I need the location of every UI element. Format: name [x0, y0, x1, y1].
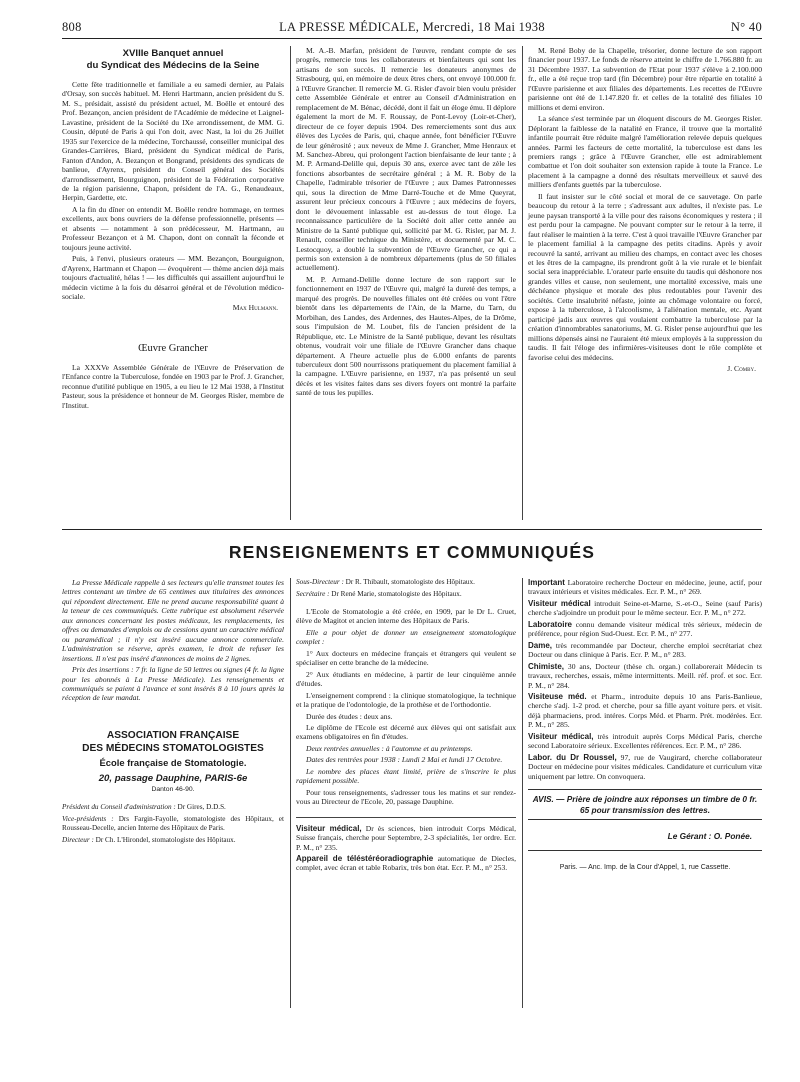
school-paragraph: Elle a pour objet de donner un enseignement stomatologique complet : — [296, 627, 516, 647]
ad-text: et Pharm., introduite depuis 10 ans Paris-Banlieue, cherche s'adj. 1-2 prod. et cherche, pour sa fille ayant voiture pers. et visit. déjà pharmaciens, prod. intéres. Corps Méd. et Pharm. Prét. modérées. Ecr. P. M., n° 285. — [528, 691, 762, 730]
staff-entry — [62, 815, 284, 833]
staff-role: Président du Conseil d'administration : — [62, 802, 176, 811]
ad-text: connu demande visiteur médical très sérieux, médecin de préférence, pour région Sud-Ouest. Ecr. P. M., n° 277. — [528, 619, 763, 639]
school-paragraph: 1° Aux docteurs en médecine français et étrangers qui veulent se spécialiser en cette branche de la médecine. — [296, 648, 516, 668]
notice-paragraph: La Presse Médicale rappelle à ses lecteurs qu'elle transmet toutes les lettres contenant un timbre de 65 centimes aux titulaires des annonces qui répondent directement. Elle ne prend aucune responsabilité quant à la teneur de ces communiqués. Cette rubrique est absolument réservée aux annonces concernant les postes médicaux, les remplacements, les offres ou demandes d'emplois ou de cessions ayant un caractère médical ou paramédical ; il n'y est inséré aucune annonce commerciale. L'administration se réserve, après examen, le droit de refuser les insertions. Il n'est pas inséré d'annonces de moins de 2 lignes. — [62, 578, 284, 663]
ad-heading: Labor. du Dr Roussel, — [528, 752, 617, 762]
section-title: RENSEIGNEMENTS ET COMMUNIQUÉS — [228, 542, 596, 562]
column-2-lower — [296, 578, 516, 875]
grancher-paragraph: La XXXVe Assemblée Générale de l'Œuvre de Préservation de l'Enfance contre la Tuberculose, fondée en 1903 par le Prof. J. Grancher, reconnue d'utilité publique en 1905, a eu lieu le 12 Mai 1938, à l'Institut Pasteur, sous la présidence et honneur de M. Georges Risler, membre de l'Institut. — [62, 362, 284, 410]
ad-heading: Important — [528, 578, 565, 587]
column-3-upper — [528, 46, 762, 373]
ad-text: automatique de Diecles, complet, avec écran et table Robarix, très bon état. Ecr. P. M., n° 253. — [296, 853, 517, 873]
section-rule — [62, 529, 762, 530]
association-line1: ASSOCIATION FRANÇAISE — [106, 729, 240, 741]
classified-ad — [528, 599, 762, 618]
grancher-title: Œuvre Grancher — [138, 342, 208, 354]
school-paragraph: Le diplôme de l'Ecole est décerné aux élèves qui ont satisfait aux examens obligatoires en fin d'études. — [296, 722, 516, 742]
printer-line: Paris. — Anc. Imp. de la Cour d'Appel, 1, rue Cassette. — [559, 863, 731, 871]
staff-name: Dr Gires, D.D.S. — [177, 802, 226, 811]
ad-text: introduit Seine-et-Marne, S.-et-O., Seine (sauf Paris) cherche s'adjoindre un produit pour le même secteur. Ecr. P. M., n° 272. — [528, 598, 762, 618]
issue-number: N° 40 — [730, 20, 762, 34]
grancher-paragraph: M. P. Armand-Delille donne lecture de son rapport sur le fonctionnement en 1937 de l'Œuvre qui, malgré la dureté des temps, a marqué des progrès. De nouvelles filiales ont été créées ou vont l'être bientôt dans les départements de l'Ain, de la Marne, du Tarn, du Morbihan, des Landes, des Ardennes, des Hautes-Alpes, de la Drôme, sous l'impulsion de M. Loubet, fils de l'ancien président de la République, etc. Le Ministre de la Santé publique, devant les résultats obtenus, voudrait voir une filiale de l'Œuvre Grancher dans chaque département. A l'heure actuelle plus de 6.000 enfants de parents tuberculeux dont 500 nourrissons pratiquement du placement familial à la campagne. L'Œuvre parisienne, en 1937, n'a pas présenté un seul décès et les visites faites dans ses divers foyers ont montré la parfaite santé de tous les pupilles. — [296, 274, 516, 398]
staff-name: Drs Fargin-Fayolle, stomatologiste des Hôpitaux, et Rousseau-Decelle, ancien Interne des Hôpitaux de Paris. — [62, 814, 284, 832]
avis-notice: AVIS. — Prière de joindre aux réponses un timbre de 0 fr. 65 pour transmission des lettres. — [528, 789, 762, 820]
classified-ad — [296, 824, 516, 852]
banquet-paragraph: Puis, à l'envi, plusieurs orateurs — MM. Bezançon, Bourguignon, d'Ayrenx, Hartmann et Chapon — évoquèrent — thème ancien déjà mais toujours d'actualité, hélas ! — les difficultés qui assaillent aujourd'hui le médecin victime à la fois du désarroi général et de l'évolution médico-sociale. — [62, 254, 284, 301]
ad-heading: Dame, — [528, 640, 553, 650]
classified-ad — [528, 692, 762, 730]
school-paragraph: L'Ecole de Stomatologie a été créée, en 1909, par le Dr L. Cruet, élève de Magitot et ancien interne des Hôpitaux de Paris. — [296, 607, 516, 626]
column-divider — [522, 46, 523, 520]
classified-ad — [528, 753, 762, 781]
staff-name: Dr Ch. L'Hirondel, stomatologiste des Hôpitaux. — [95, 835, 236, 844]
page-header — [62, 20, 762, 36]
school-paragraph: 2° Aux étudiants en médecine, à partir de leur cinquième année d'études. — [296, 669, 516, 689]
school-paragraph: L'enseignement comprend : la clinique stomatologique, la technique et la pratique de l'odontologie, de la prothèse et de l'orthodontie. — [296, 690, 516, 710]
ad-heading: Visiteuse méd. — [528, 691, 587, 701]
ad-heading: Laboratoire — [528, 619, 573, 629]
header-rule — [62, 38, 762, 39]
banquet-signature: Max Hulmann. — [232, 303, 278, 313]
column-1-lower — [62, 578, 284, 845]
column-2-upper — [296, 46, 516, 400]
staff-role: Sous-Directeur : — [296, 578, 344, 586]
publication-title: LA PRESSE MÉDICALE, Mercredi, 18 Mai 1938 — [279, 20, 545, 34]
association-staff — [62, 803, 284, 845]
column-divider — [290, 46, 291, 520]
classified-ad — [528, 578, 762, 597]
classified-ad — [528, 641, 762, 660]
page-number: 808 — [62, 20, 82, 34]
staff-role: Directeur : — [62, 835, 94, 844]
school-paragraph: Pour tous renseignements, s'adresser tous les matins et sur rendez-vous au Directeur de l'Ecole, 20, passage Dauphine. — [296, 787, 516, 807]
column-1-upper — [62, 46, 284, 412]
association-heading — [62, 729, 284, 795]
ad-heading: Visiteur médical, — [296, 823, 362, 833]
association-line2: DES MÉDECINS STOMATOLOGISTES — [82, 742, 264, 754]
staff-name: Dr R. Thibault, stomatologiste des Hôpitaux. — [345, 578, 475, 586]
school-paragraph: Durée des études : deux ans. — [306, 711, 393, 721]
staff-entry — [62, 803, 284, 812]
column-divider — [290, 578, 291, 1008]
school-paragraph: Deux rentrées annuelles : à l'automne et au printemps. — [306, 743, 473, 753]
school-paragraph: Le nombre des places étant limité, prière de s'inscrire le plus rapidement possible. — [296, 766, 516, 786]
banquet-title-line2: du Syndicat des Médecins de la Seine — [86, 60, 260, 71]
ad-text: Laboratoire recherche Docteur en médecine, jeune, actif, pour travaux intérieurs et visites médicales. Ecr. P. M., n° 269. — [528, 578, 762, 597]
banquet-title-line1: XVIIIe Banquet annuel — [122, 48, 224, 59]
grancher-paragraph: Il faut insister sur le côté social et moral de ce sauvetage. On parle beaucoup du retour à la terre ; s'adressant aux adultes, il n'existe pas. Le jeune paysan transporté à la ville pour des raisons économiques y restera ; il est perdu pour la campagne. Ne pouvant compter sur le retour à la terre, il faut réaliser le maintien à la terre. C'est à quoi travaille l'Œuvre Grancher par le placement familial à la campagne des petits citadins. Après y avoir recouvré la santé, arrivant au milieu des champs, en contact avec les choses et les êtres de la campagne, ils prendront goût à la vie rurale et le bienfait social sera inappréciable. L'orateur parle ensuite du taudis qui déshonore nos grandes villes et cause, non seulement, une mortalité excessive, mais une déchéance physique et morale des plus redoutables pour l'avenir des sociétés. Cette insalubrité néfaste, jointe au chômage volontaire ou forcé, expose à la tuberculose, à l'alcoolisme, à l'aliénation mentale, etc. Ayant participé jadis aux œuvres qui voulaient combattre la tuberculose par la création d'innombrables sanatoriums, M. G. Risler pense aujourd'hui que les millions dépensés ainsi ne l'auraient été mieux employés à la suppression du taudis. Il fait l'éloge des infirmières-visiteuses dont le rôle complète et favorise celui des médecins. — [528, 191, 762, 362]
banquet-paragraph: A la fin du dîner on entendit M. Boëlle rendre hommage, en termes excellents, aux bons ouvriers de la défense professionnelle, présents — et absents — notamment à son prédécesseur, M. Hartmann, au Professeur Bezançon et à M. Chapon, dont on connaît la féconde et toujours jeune activité. — [62, 204, 284, 252]
ad-text: 30 ans, Docteur (thèse ch. organ.) collaborerait Médecin ts travaux, recherches, essais, même intermittents. Meill. réf. prof. et soc. Ecr. P. M., n° 284. — [528, 661, 762, 690]
gerant-line: Le Gérant : O. Ponée. — [528, 832, 762, 850]
association-address: 20, passage Dauphine, PARIS-6e — [98, 772, 248, 784]
grancher-paragraph: M. A.-B. Marfan, président de l'œuvre, rendant compte de ses progrès, remercie tous les collaborateurs et bienfaiteurs qui sont les artisans de son succès. Il remercie les donateurs anonymes de Strasbourg, qui, en mémoire de deux êtres chers, ont envoyé 100.000 fr. à l'Œuvre Grancher. Il remercie M. G. Risler d'avoir bien voulu présider cette Assemblée Générale et entrer au Conseil d'Administration en remplacement de M. Bénac, décédé, dont il fait un éloge ému. Il déplore également la mort de M. F. Roussay, de Pont-Levoy (Loir-et-Cher), directeur de ce foyer depuis 1904. Des remerciements sont dus aux élèves des Lycées de Paris, qui, chaque année, font bénéficier l'Œuvre de leur générosité ; aux neveux de Mme J. Grancher, Mme Henraux et M. Sanchez-Abreu, qui prolongent l'action bienfaisante de leur tante ; à M. P. Armand-Delille qui, depuis 30 ans, exerce avec tant de zèle les fonctions absorbantes de secrétaire général ; à M. R. Boby de la Chapelle, l'admirable trésorier de l'Œuvre ; aux Dames Patronnesses qui, sous la direction de Mme Darré-Touche et de Mme Queyrat, assurent leur précieux concours à l'Œuvre ; aux médecins de foyers, dont le dévouement inlassable est au-dessus de tout éloge. La reconnaissance particulière de la Société doit aller cette année au Ministre de la Santé publique qui, sollicité par M. G. Risler, par M. J. Renault, conseiller technique du Ministère, et docuementé par M. C. Lestocquoy, a doublé la subvention de l'Œuvre Grancher, ce qui a permis son extension à de nombreux départements (plus de 50 filiales actuellement). — [296, 46, 516, 273]
staff-entry — [296, 590, 516, 599]
ad-heading: Visiteur médical, — [528, 731, 594, 741]
ad-heading: Chimiste, — [528, 661, 565, 671]
school-paragraph: Dates des rentrées pour 1938 : Lundi 2 Mai et lundi 17 Octobre. — [306, 755, 503, 765]
classified-ads-col2 — [296, 817, 516, 873]
notice-paragraph: Prix des insertions : 7 fr. la ligne de 50 lettres ou signes (4 fr. la ligne pour les abonnés à La Presse Médicale). Les renseignements et communiqués se paient à l'avance et sont insérés 8 à 10 jours après la réception de leur mandat. — [62, 665, 284, 703]
column-divider — [522, 578, 523, 1008]
staff-role: Vice-présidents : — [62, 814, 114, 823]
ad-text: très introduit auprès Corps Médical Paris, cherche second Laboratoire sérieux. Excellentes références. Ecr. P. M., n° 286. — [528, 731, 762, 751]
ad-text: 97, rue de Vaugirard, cherche collaborateur Docteur en médecine pour visites médicales. Candidature et curriculum vitæ uniquement par lettre. On convoquera. — [528, 752, 762, 781]
ad-heading: Visiteur médical — [528, 598, 591, 608]
classified-ad — [528, 732, 762, 751]
classified-ad — [296, 854, 516, 873]
staff-name: Dr René Marie, stomatologiste des Hôpitaux. — [331, 590, 462, 598]
association-school: École française de Stomatologie. — [99, 756, 247, 768]
association-phone: Danton 46-90. — [151, 785, 195, 793]
grancher-paragraph: La séance s'est terminée par un éloquent discours de M. Georges Risler. Déplorant la faiblesse de la natalité en France, il trouve que la mortalité infantile pourrait être réduite malgré l'amélioration relevée depuis quelques années. Parmi les facteurs de cette mortalité, la tuberculose est dans les premiers rangs ; grâce à l'Œuvre Grancher, elle est admirablement combattue et l'on doit souhaiter son extension rapide à toute la France. Le placement à la campagne a donné des résultats merveilleux et sauvé des milliers d'enfants guettés par la tuberculose. — [528, 114, 762, 190]
staff-entry — [296, 578, 516, 587]
classified-ad — [528, 662, 762, 690]
banquet-paragraph: Cette fête traditionnelle et familiale a eu samedi dernier, au Palais d'Orsay, son succès habituel. M. Henri Hartmann, ancien président du S. M. S., présidait, assisté du président actuel, M. Boëlle et entouré des Prof. Bezançon, ancien président de l'Académie de médecine et Laignel-Lavastine, président de la Société du IXe arrondissement, de MM. G. Cousin, député de Paris à qui l'on doit, avec Nast, la loi du 26 Juillet 1935 sur l'exercice de la médecine, Torchaussé, conseiller municipal des Grandes-Carrières, Biard, président du Syndicat médical de Paris, Fanton d'Andon, A. Bezançon et Bongrand, présidents des syndicats de banlieue, d'Ayrenx, président du Conseil général des Sociétés d'arrondissement, Bourguignon, président de la Fédération corporative de la région parisienne, Chapon, président de l'A. G., Renaudeaux, Herpin, Gardette, etc. — [62, 80, 284, 203]
ad-text: Dr ès sciences, bien introduit Corps Médical, Suisse français, cherche pour Septembre, 2-3 spécialités, 1er ordre. Ecr. P. M., n° 235. — [296, 823, 517, 852]
ad-heading: Appareil de téléstéréoradiographie — [296, 853, 434, 863]
grancher-paragraph: M. René Boby de la Chapelle, trésorier, donne lecture de son rapport financier pour 1937. Le fonds de réserve atteint le chiffre de 1.766.880 fr. au 31 Décembre 1937. La subvention de l'Etat pour 1937 s'élève à 2.100.000 fr., elle a été reçue trop tard (fin Décembre) pour être répartie en totalité à l'Œuvre parisienne et aux filiales des départements. Les recettes de l'Œuvre parisienne ont été de 1.147.820 fr. et celles de la totalité des filiales 10 millions et demi environ. — [528, 46, 762, 112]
banquet-title — [62, 48, 284, 72]
ad-text: très recommandée par Docteur, cherche emploi secrétariat chez Docteur ou dans clinique à Paris. Ecr. P. M., n° 283. — [528, 640, 762, 660]
column-3-lower — [528, 578, 762, 872]
staff-entry — [62, 836, 284, 845]
classified-ad — [528, 620, 762, 639]
staff-role: Secrétaire : — [296, 590, 330, 598]
grancher-signature: J. Comby. — [727, 363, 756, 373]
